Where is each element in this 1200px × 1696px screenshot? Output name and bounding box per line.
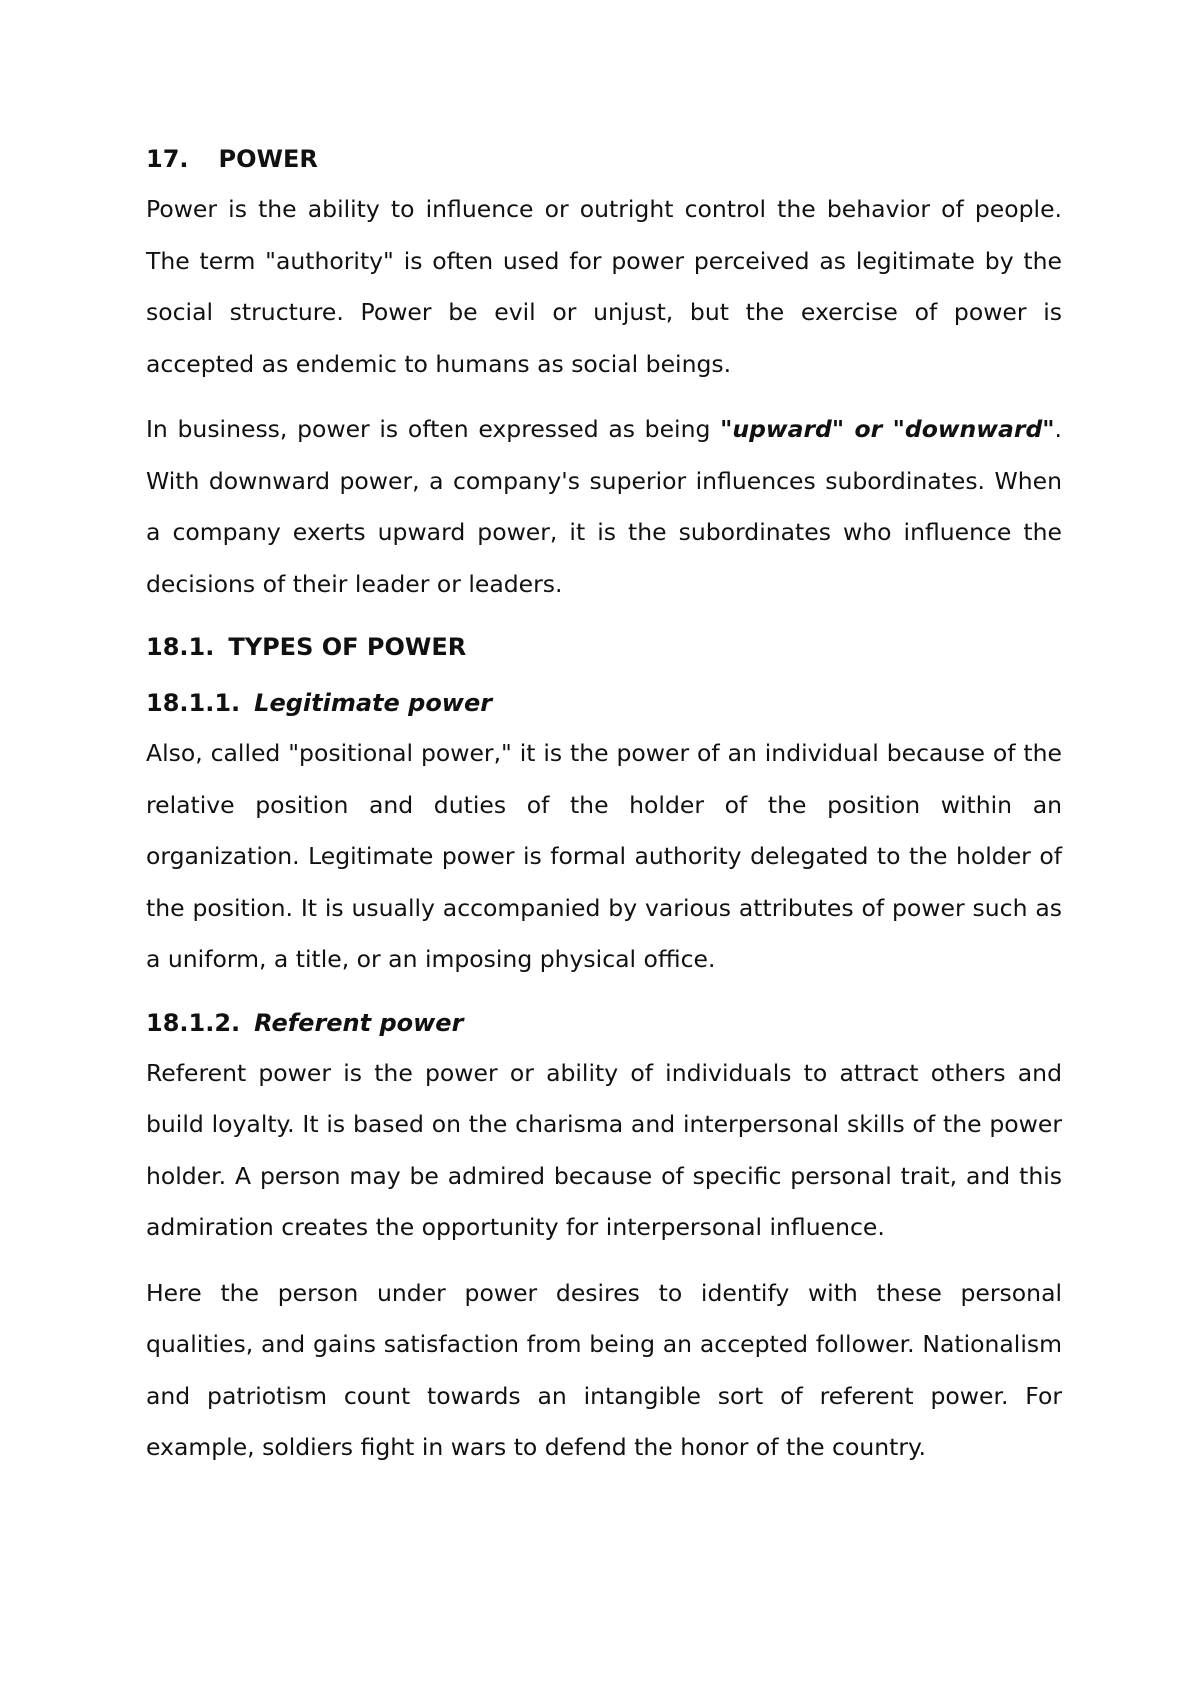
paragraph-upward-downward: [146, 404, 1062, 610]
document-body: [146, 144, 1062, 1474]
section-number: 18.1.: [146, 633, 215, 661]
subsection-number: 18.1.1.: [146, 689, 241, 717]
section-number: 17.: [146, 145, 189, 173]
paragraph-power-definition: Power is the ability to influence or outright control the behavior of people. The term "authority" is often used for power perceived as legitimate by the social structure. Power be evil or unjust, but the exercise of power is accepted as endemic to humans as social beings.: [146, 195, 1062, 378]
paragraph-referent-power: Referent power is the power or ability of individuals to attract others and build loyalty. It is based on the charisma and interpersonal skills of the power holder. A person may be admired because of specific personal trait, and this admiration creates the opportunity for interpersonal influence.: [146, 1058, 1062, 1241]
section-title: POWER: [218, 145, 318, 173]
subsection-number: 18.1.2.: [146, 1008, 241, 1037]
section-heading-18-1: [146, 632, 1062, 662]
section-heading-17: [146, 144, 1062, 174]
paragraph-text: In business, power is often expressed as being: [146, 415, 721, 443]
subsection-heading-18-1-1: [146, 688, 1062, 718]
paragraph-legitimate-power: Also, called "positional power," it is the power of an individual because of the relative position and duties of the holder of the position within an organization. Legitimate power is formal authority delegated to the holder of the position. It is usually accompanied by various attributes of power such as a uniform, a title, or an imposing physical office.: [146, 739, 1062, 973]
subsection-title: Referent power: [254, 1008, 464, 1037]
subsection-heading-18-1-2: [146, 1008, 1062, 1038]
subsection-title: Legitimate power: [254, 689, 493, 717]
section-title: TYPES OF POWER: [228, 633, 467, 661]
paragraph-text: . With downward power, a company's superior influences subordinates. When a company exerts upward power, it is the subordinates who influence the decisions of their leader or leaders.: [146, 415, 1062, 598]
paragraph-referent-example: Here the person under power desires to identify with these personal qualities, and gains satisfaction from being an accepted follower. Nationalism and patriotism count towards an intangible sort of referent power. For example, soldiers fight in wars to defend the honor of the country.: [146, 1278, 1062, 1461]
emphasis-text: "upward" or "downward": [720, 415, 1055, 443]
